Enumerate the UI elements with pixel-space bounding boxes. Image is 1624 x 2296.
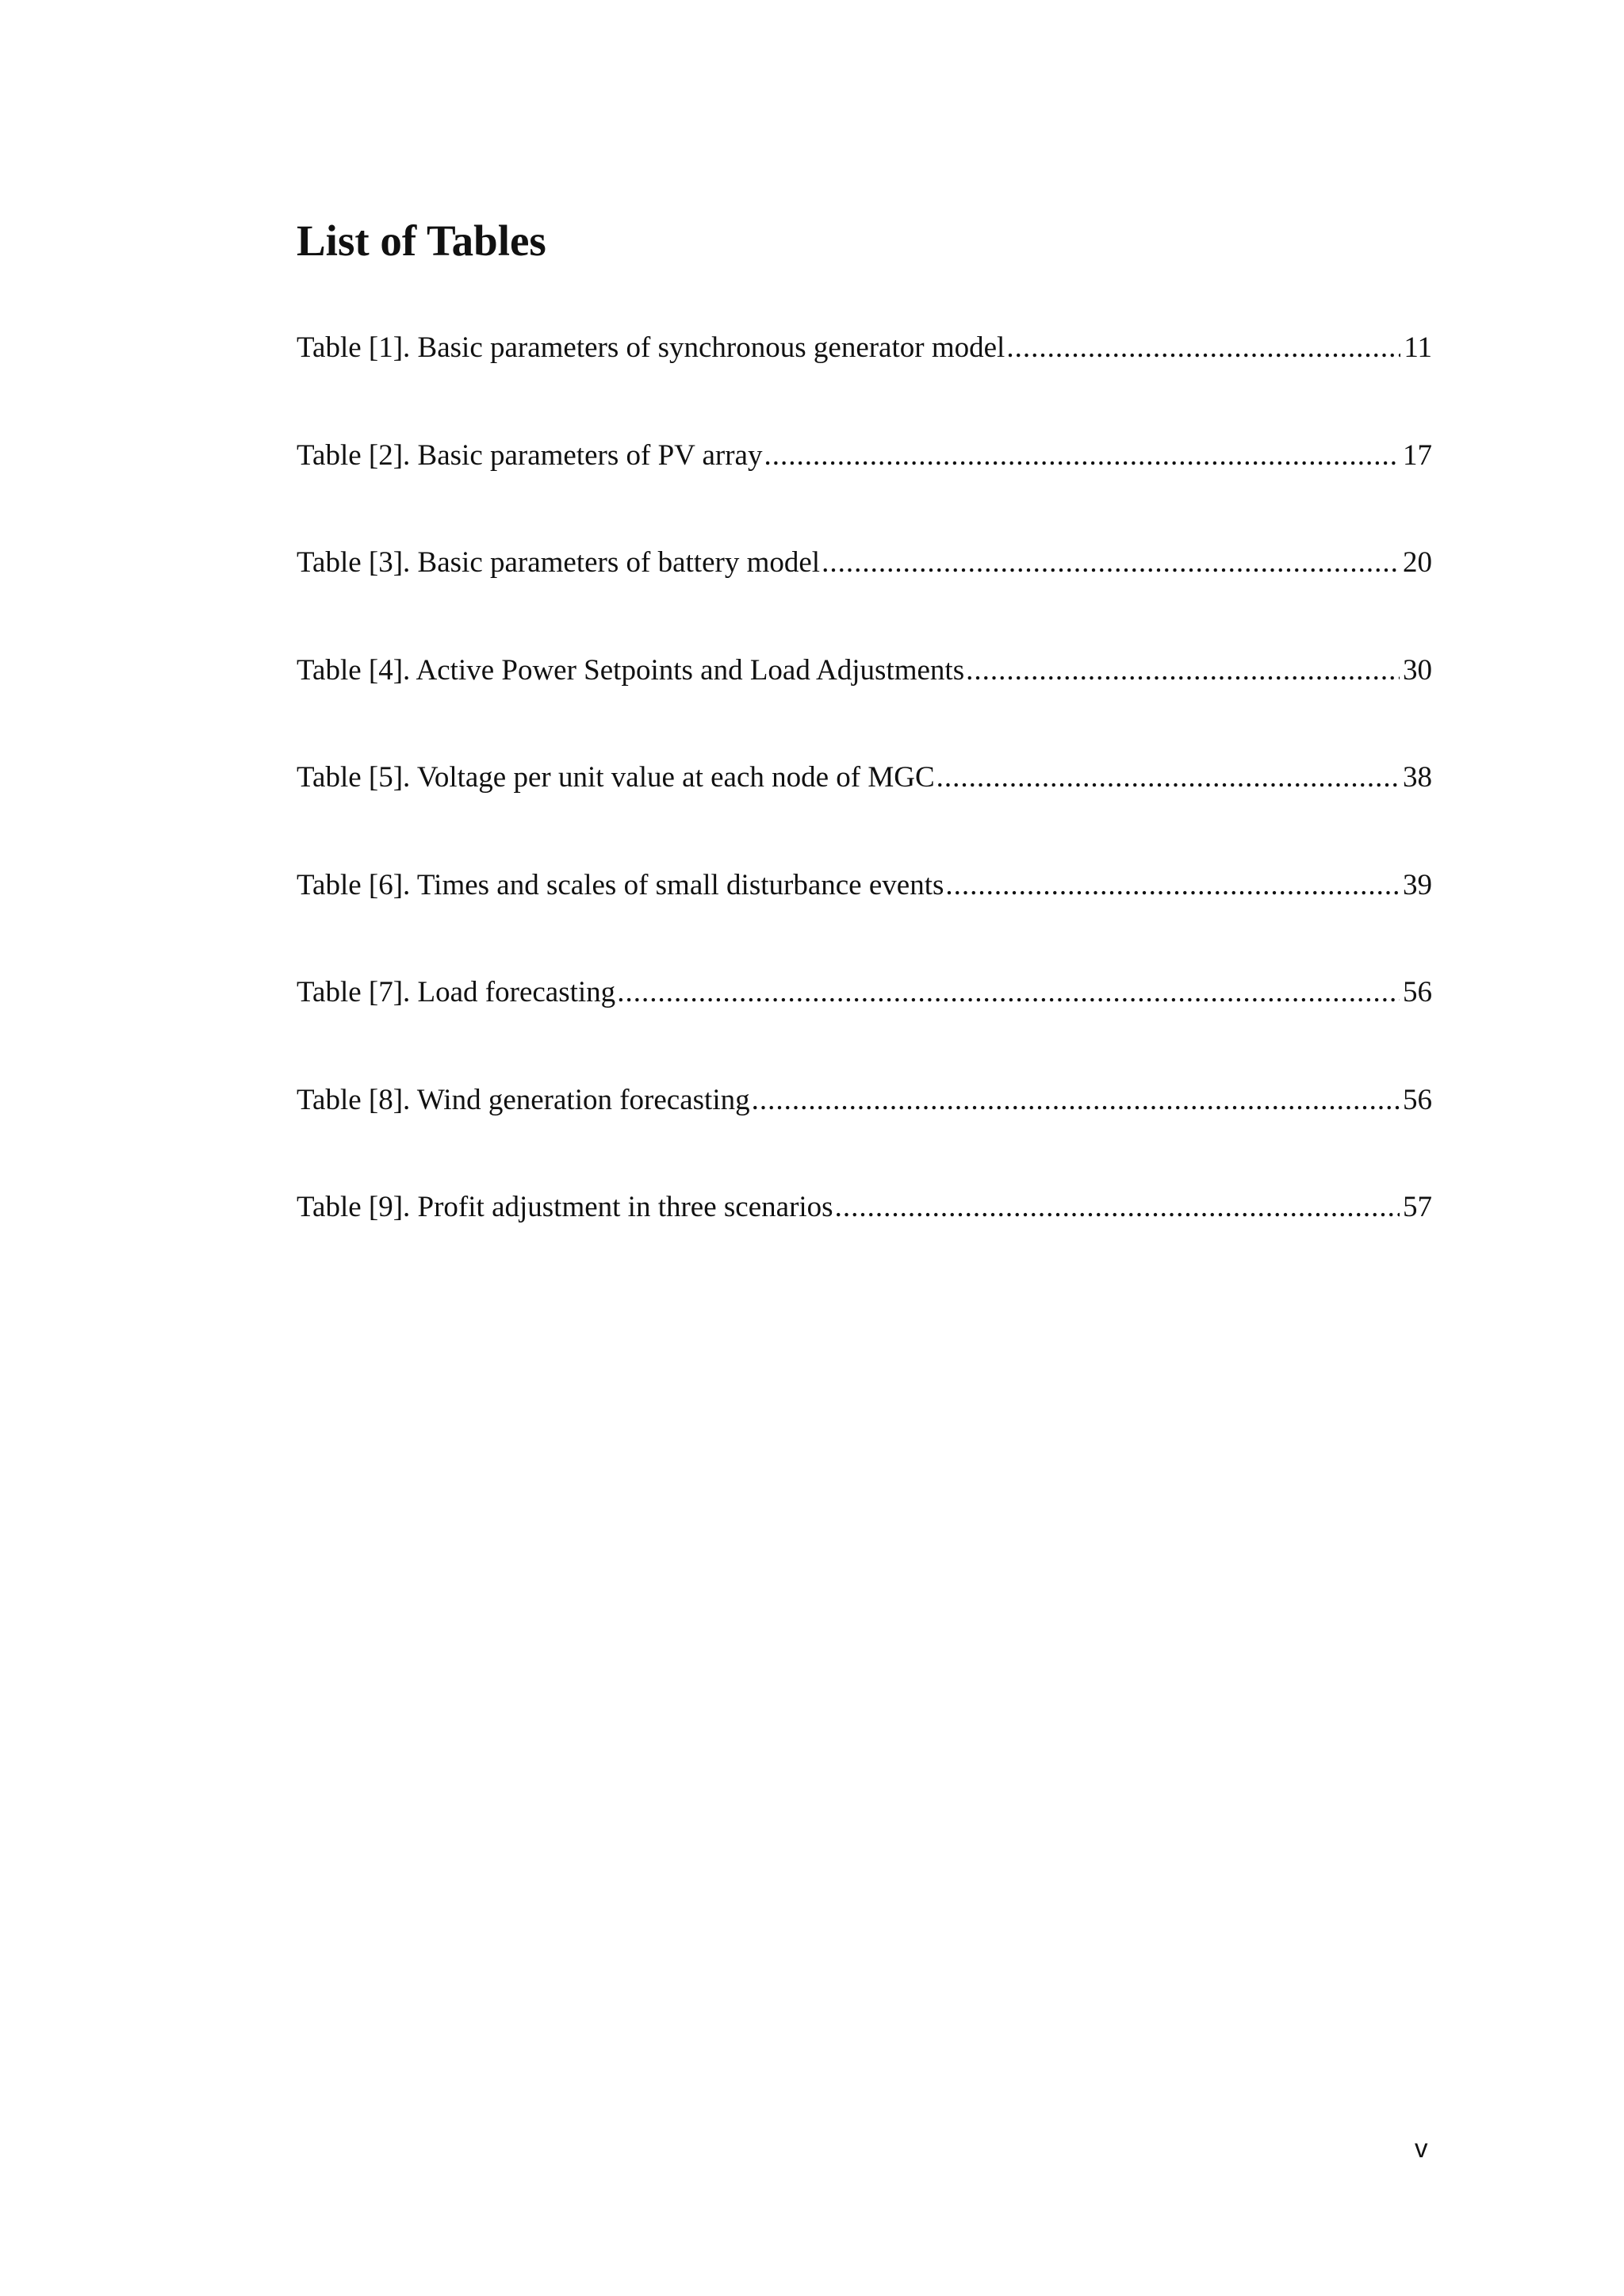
- dot-leader: [966, 647, 1400, 695]
- page-title: List of Tables: [297, 216, 546, 265]
- toc-entry-label: Table [7]. Load forecasting: [297, 976, 616, 1008]
- list-of-tables: [297, 324, 1432, 1292]
- toc-entry-page-number: 17: [1403, 438, 1432, 472]
- toc-entry-table-7[interactable]: [297, 969, 1432, 1077]
- toc-entry-page-number: 56: [1403, 976, 1432, 1008]
- toc-entry-table-4[interactable]: [297, 647, 1432, 755]
- toc-entry-table-9[interactable]: [297, 1184, 1432, 1292]
- toc-entry-label: Table [6]. Times and scales of small disturbance events: [297, 868, 944, 901]
- toc-entry-table-2[interactable]: [297, 432, 1432, 540]
- dot-leader: [617, 969, 1400, 1016]
- toc-entry-page-number: 11: [1404, 331, 1432, 364]
- dot-leader: [835, 1184, 1400, 1231]
- toc-entry-label: Table [9]. Profit adjustment in three scenarios: [297, 1191, 833, 1223]
- toc-entry-table-3[interactable]: [297, 539, 1432, 647]
- toc-entry-page-number: 38: [1403, 761, 1432, 794]
- dot-leader: [764, 432, 1400, 480]
- toc-entry-table-5[interactable]: [297, 754, 1432, 862]
- dot-leader: [1006, 324, 1400, 372]
- toc-entry-label: Table [5]. Voltage per unit value at each node of MGC: [297, 761, 935, 794]
- toc-entry-label: Table [1]. Basic parameters of synchronous generator model: [297, 331, 1005, 364]
- dot-leader: [945, 862, 1400, 909]
- toc-entry-label: Table [2]. Basic parameters of PV array: [297, 438, 763, 472]
- toc-entry-table-8[interactable]: [297, 1077, 1432, 1184]
- toc-entry-page-number: 20: [1403, 546, 1432, 579]
- toc-entry-page-number: 39: [1403, 868, 1432, 901]
- dot-leader: [752, 1077, 1400, 1124]
- toc-entry-label: Table [3]. Basic parameters of battery model: [297, 546, 821, 579]
- dot-leader: [822, 539, 1400, 587]
- toc-entry-table-1[interactable]: [297, 324, 1432, 432]
- toc-entry-label: Table [4]. Active Power Setpoints and Load Adjustments: [297, 653, 965, 687]
- toc-entry-table-6[interactable]: [297, 862, 1432, 970]
- page-number: v: [1415, 2133, 1428, 2163]
- toc-entry-page-number: 56: [1403, 1083, 1432, 1116]
- toc-entry-page-number: 57: [1403, 1191, 1432, 1223]
- toc-entry-label: Table [8]. Wind generation forecasting: [297, 1083, 750, 1116]
- dot-leader: [936, 754, 1400, 802]
- toc-entry-page-number: 30: [1403, 653, 1432, 687]
